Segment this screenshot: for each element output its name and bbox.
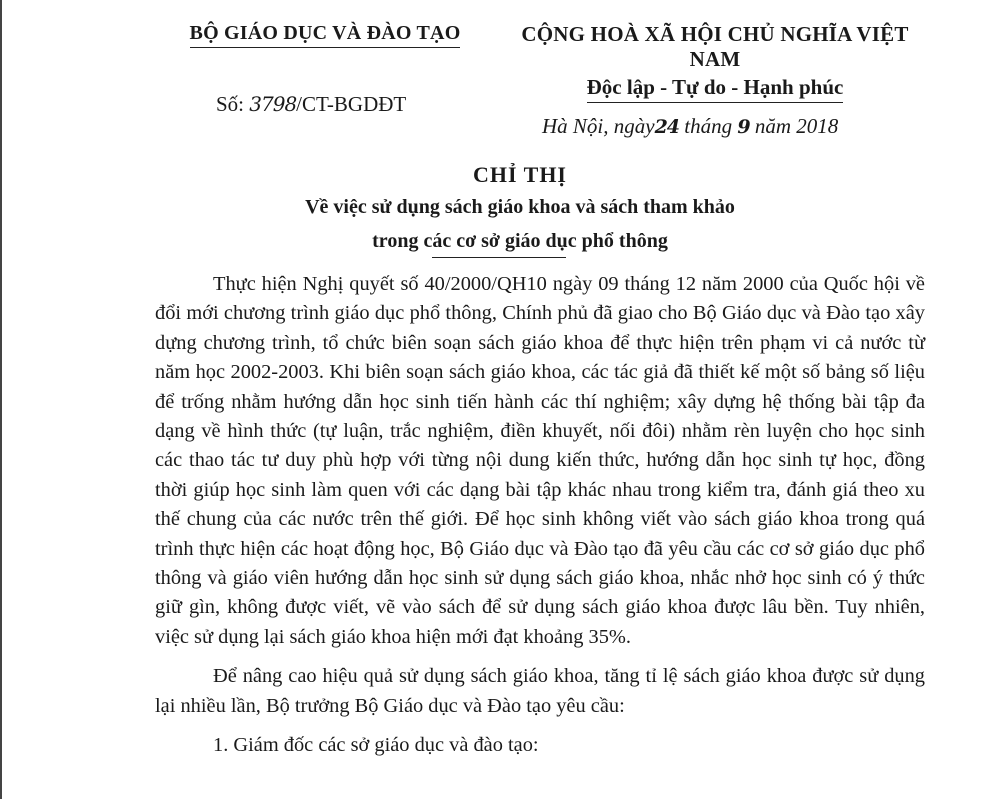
issuing-authority-block — [160, 22, 490, 48]
scan-edge — [0, 0, 2, 799]
place-and-date — [542, 114, 838, 139]
year-label: năm 2018 — [749, 114, 839, 138]
date-month-handwritten: 9 — [737, 116, 750, 138]
national-header-block — [500, 22, 930, 103]
document-number — [216, 92, 406, 117]
body-item-1: 1. Giám đốc các sở giáo dục và đào tạo: — [213, 734, 539, 757]
document-subject-line-2: trong các cơ sở giáo dục phổ thông — [372, 230, 668, 252]
ministry-name: BỘ GIÁO DỤC VÀ ĐÀO TẠO — [190, 22, 461, 48]
date-day-handwritten: 24 — [654, 116, 680, 138]
nation-name: CỘNG HOÀ XÃ HỘI CHỦ NGHĨA VIỆT NAM — [521, 22, 909, 71]
document-number-handwritten: 3798 — [249, 92, 297, 116]
document-type: CHỈ THỊ — [472, 162, 567, 187]
place-date-prefix: Hà Nội, ngày — [542, 114, 655, 138]
document-number-label: Số: — [216, 92, 250, 116]
body-paragraph-1: Thực hiện Nghị quyết số 40/2000/QH10 ngày 09 tháng 12 năm 2000 của Quốc hội về đổi mới chương trình giáo dục phổ thông, Chính phủ đã giao cho Bộ Giáo dục và Đào tạo xây dựng chương trình, tổ chức biên soạn sách giáo khoa để thực hiện trên phạm vi cả nước từ năm học 2002-2003. Khi biên soạn sách giáo khoa, các tác giả đã thiết kế một số bảng số liệu để trống nhằm hướng dẫn học sinh tiến hành các thí nghiệm; xây dựng hệ thống bài tập đa dạng về hình thức (tự luận, trắc nghiệm, điền khuyết, nối đôi) nhằm rèn luyện cho học sinh các thao tác tư duy phù hợp với từng nội dung kiến thức, hướng dẫn học sinh tự học, đồng thời giúp học sinh làm quen với các dạng bài tập khác nhau trong kiểm tra, đánh giá theo xu thế chung của các nước trên thế giới. Để học sinh không viết vào sách giáo khoa trong quá trình thực hiện các hoạt động học, Bộ Giáo dục và Đào tạo đã yêu cầu các cơ sở giáo dục phổ thông và giáo viên hướng dẫn học sinh sử dụng sách giáo khoa, nhắc nhở học sinh có ý thức giữ gìn, không được viết, vẽ vào sách để sử dụng sách giáo khoa được lâu bền. Tuy nhiên, việc sử dụng lại sách giáo khoa hiện mới đạt khoảng 35%. — [155, 273, 925, 648]
body-paragraph-2: Để nâng cao hiệu quả sử dụng sách giáo khoa, tăng tỉ lệ sách giáo khoa được sử dụng lại nhiều lần, Bộ trưởng Bộ Giáo dục và Đào tạo yêu cầu: — [155, 665, 925, 717]
document-body — [155, 270, 925, 771]
document-number-suffix: /CT-BGDĐT — [296, 92, 407, 116]
month-label: tháng — [679, 114, 738, 138]
document-title-block — [150, 162, 890, 256]
document-subject-line-1: Về việc sử dụng sách giáo khoa và sách tham khảo — [305, 196, 735, 218]
national-motto: Độc lập - Tự do - Hạnh phúc — [587, 75, 844, 103]
title-underline — [432, 257, 566, 258]
